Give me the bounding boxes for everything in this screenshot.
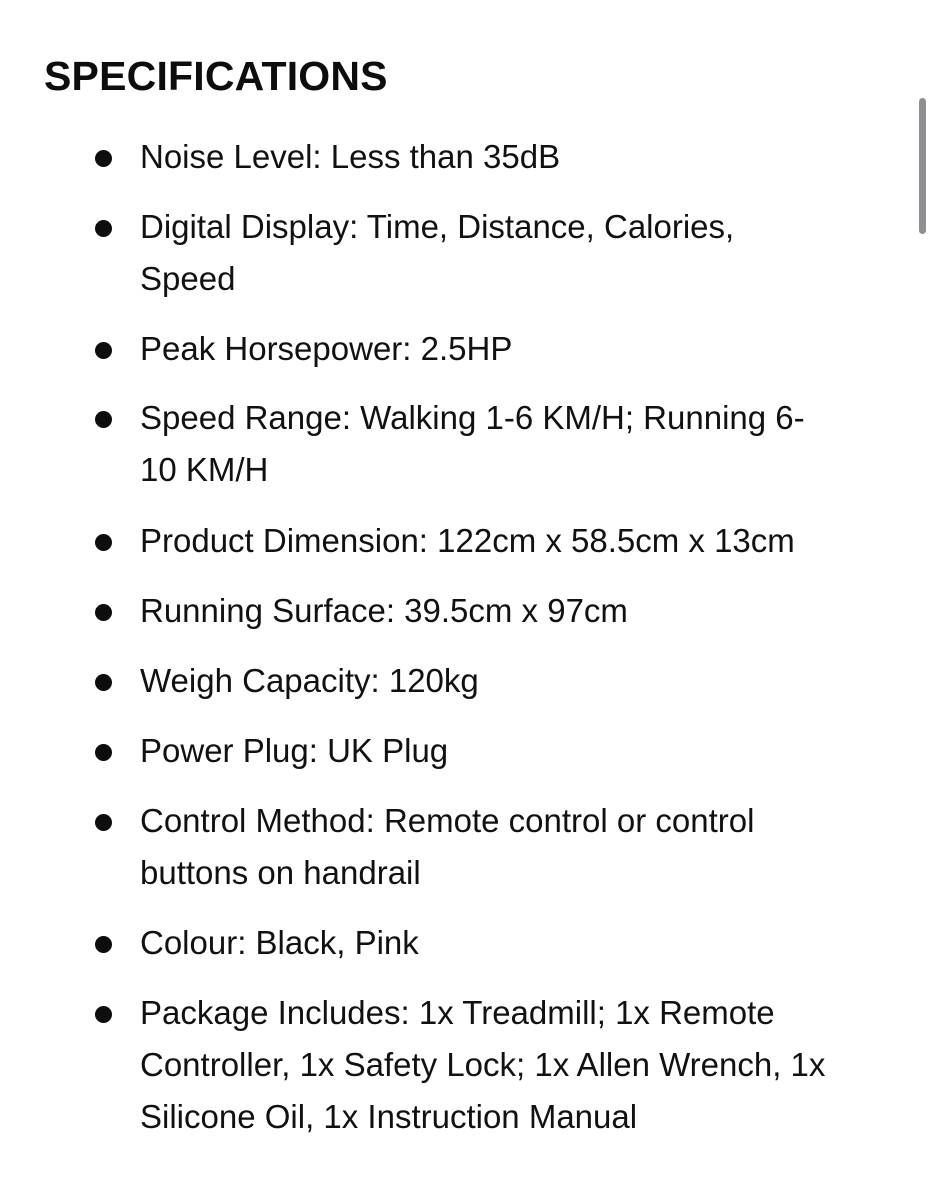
bullet-icon (95, 411, 112, 428)
bullet-icon (95, 936, 112, 953)
spec-text (140, 201, 900, 305)
spec-line: Package Includes: 1x Treadmill; 1x Remote (140, 994, 775, 1031)
spec-line: Colour: Black, Pink (140, 924, 419, 961)
spec-line: Noise Level: Less than 35dB (140, 138, 561, 175)
spec-text (140, 725, 900, 777)
bullet-icon (95, 814, 112, 831)
spec-line: Controller, 1x Safety Lock; 1x Allen Wrench, 1x (140, 1046, 826, 1083)
bullet-icon (95, 744, 112, 761)
bullet-icon (95, 220, 112, 237)
bullet-icon (95, 674, 112, 691)
bullet-icon (95, 150, 112, 167)
spec-line: Product Dimension: 122cm x 58.5cm x 13cm (140, 522, 795, 559)
bullet-icon (95, 342, 112, 359)
page-title: SPECIFICATIONS (44, 53, 388, 99)
spec-line: Control Method: Remote control or control (140, 802, 755, 839)
spec-line: Silicone Oil, 1x Instruction Manual (140, 1098, 638, 1135)
spec-text (140, 131, 900, 183)
spec-text (140, 392, 900, 496)
spec-line: Running Surface: 39.5cm x 97cm (140, 592, 628, 629)
spec-line: Speed (140, 260, 236, 297)
spec-text (140, 585, 900, 637)
spec-line: Weigh Capacity: 120kg (140, 662, 479, 699)
spec-text (140, 655, 900, 707)
spec-line: Power Plug: UK Plug (140, 732, 449, 769)
spec-line: buttons on handrail (140, 854, 421, 891)
bullet-icon (95, 1006, 112, 1023)
bullet-icon (95, 534, 112, 551)
bullet-icon (95, 604, 112, 621)
spec-text (140, 323, 900, 375)
spec-text (140, 987, 900, 1143)
scrollbar[interactable] (919, 98, 926, 234)
spec-line: Speed Range: Walking 1-6 KM/H; Running 6- (140, 399, 805, 436)
spec-line: Peak Horsepower: 2.5HP (140, 330, 513, 367)
spec-text (140, 917, 900, 969)
spec-text (140, 795, 900, 899)
spec-line: 10 KM/H (140, 451, 269, 488)
spec-line: Digital Display: Time, Distance, Calories, (140, 208, 735, 245)
spec-text (140, 515, 900, 567)
